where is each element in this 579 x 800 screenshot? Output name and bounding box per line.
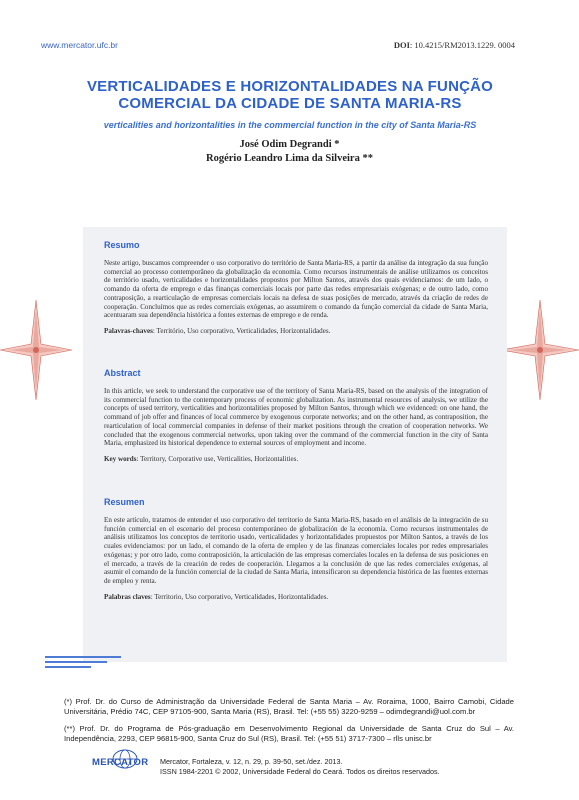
title-line-2: COMERCIAL DA CIDADE DE SANTA MARIA-RS: [118, 95, 462, 112]
article-subtitle: verticalities and horizontalities in the commercial function in the city of Santa Maria-RS: [103, 120, 477, 130]
journal-citation-block: [160, 757, 440, 777]
footnote-author-1: (*) Prof. Dr. do Curso de Administração da Universidade Federal de Santa Maria – Av. Roraima, 1000, Bairro Camobi, Cidade Universitária, Prédio 74C, CEP 97105-900, Santa Maria (RS), Brasil. Tel: (+55 55) 3220-9259 – odimdegrandi@uol.com.br: [64, 697, 514, 716]
resumo-section: [104, 240, 488, 335]
resumo-keywords-label: Palavras-chaves: [104, 326, 153, 335]
logo-text: MERCATOR: [92, 757, 149, 768]
abstract-section: [104, 368, 488, 463]
abstract-keywords-label: Key words: [104, 454, 137, 463]
globe-icon: [112, 749, 138, 769]
doi-line: [394, 40, 515, 50]
resumo-keywords-value: : Território, Uso corporativo, Verticalidades, Horizontalidades.: [152, 326, 331, 335]
rule-1: [45, 656, 121, 658]
abstract-keywords: [104, 455, 488, 463]
resumo-heading: Resumo: [104, 240, 140, 250]
footnote-author-2: (**) Prof. Dr. do Programa de Pós-graduação em Desenvolvimento Regional da Universidade de Santa Cruz do Sul – Av. Independência, 2293, CEP 96815-900, Santa Cruz do Sul (RS), Brasil. Tel: (+55 51) 3717-7300 – rlls unisc.br: [64, 724, 514, 743]
resumen-keywords-value: : Territorio, Uso corporativo, Verticalidades, Horizontalidades.: [150, 592, 329, 601]
resumen-keywords: [104, 593, 488, 601]
resumen-section: [104, 497, 488, 601]
author-1: José Odim Degrandi *: [239, 139, 340, 150]
resumo-keywords: [104, 327, 488, 335]
abstract-text: In this article, we seek to understand the corporative use of the territory of Santa Maria-RS, based on the analysis of the integration of its commercial function to the contemporary process of economic globalization. As instrumental resources of analysis, we utilize the concepts of used territory, verticalities and horizontalities proposed by Milton Santos, through which we evidenced: on one hand, the command of job offer and finances of local commerce by exogenous corporate networks; and on the other hand, as contraposition, the rearticulation of local commercial companies in defense of their market positions through the creation of cooperation networks. We concluded that the exogenous commercial networks, upon taking over the command of the commercial function in the city of Santa Maria, emphasized its historical dependence to external sources of employment and income.: [104, 387, 488, 448]
decorative-rules: [45, 656, 121, 671]
journal-citation: Mercator, Fortaleza, v. 12, n. 29, p. 39-50, set./dez. 2013.: [160, 757, 343, 766]
compass-star-right-icon: [495, 300, 579, 400]
journal-logo: [92, 752, 148, 770]
abstract-heading: Abstract: [104, 368, 141, 378]
journal-issn: ISSN 1984-2201 © 2002, Universidade Federal do Ceará. Todos os direitos reservados.: [160, 767, 440, 776]
rule-3: [45, 666, 91, 668]
author-2: Rogério Leandro Lima da Silveira **: [206, 153, 373, 164]
rule-2: [45, 661, 107, 663]
abstract-keywords-value: : Territory, Corporative use, Verticalities, Horizontalities.: [136, 454, 299, 463]
title-line-1: VERTICALIDADES E HORIZONTALIDADES NA FUNÇÃO: [86, 78, 494, 95]
compass-star-left-icon: [0, 300, 72, 400]
article-title: [60, 78, 520, 112]
resumen-keywords-label: Palabras claves: [104, 592, 151, 601]
doi-value: : 10.4215/RM2013.1229. 0004: [409, 40, 515, 50]
resumen-text: En este artículo, tratamos de entender el uso corporativo del territorio de Santa Maria-RS, basado en el análisis de la integración de su función comercial en el escenario del proceso contemporáneo de globalización de la economía. Como recursos instrumentales de análisis utilizamos los conceptos de territorio usado, verticalidades y horizontalidades propuestos por Milton Santos, a través de los cuales evidenciamos: por un lado, el comando de la oferta de empleo y de las finanzas comerciales locales por redes empresariales exógenas; y por otro lado, como contraposición, la articulación de las empresas comerciales locales en la defensa de sus posiciones en el mercado, a través de la creación de redes de cooperación. Llegamos a la conclusión de que las redes comerciales exógenas, al asumir el comando de la función comercial de la ciudad de Santa Maria, intensificaron su dependencia histórica de las fuentes externas de empleo y renta.: [104, 516, 488, 585]
resumo-text: Neste artigo, buscamos compreender o uso corporativo do território de Santa Maria-RS, a partir da análise da integração da sua função comercial ao processo contemporâneo da globalização da economia. Como recursos instrumentais de análise utilizamos os conceitos de território usado, verticalidades e horizontalidades propostos por Milton Santos, através dos quais evidenciamos: de um lado, o comando da oferta de emprego e das finanças comerciais locais por parte das redes empresariais exógenas; e de outro lado, como contraposição, a rearticulação de empresas comerciais locais na defesa de suas posições de mercado, através da criação de redes de cooperação. Concluímos que as redes comerciais exógenas, ao assumirem o comando da função comercial da cidade de Santa Maria, acentuaram sua dependência histórica a fontes externas de emprego e de renda.: [104, 259, 488, 320]
doi-label: DOI: [393, 40, 410, 50]
resumen-heading: Resumen: [104, 497, 145, 507]
journal-url-link[interactable]: www.mercator.ufc.br: [41, 40, 118, 50]
